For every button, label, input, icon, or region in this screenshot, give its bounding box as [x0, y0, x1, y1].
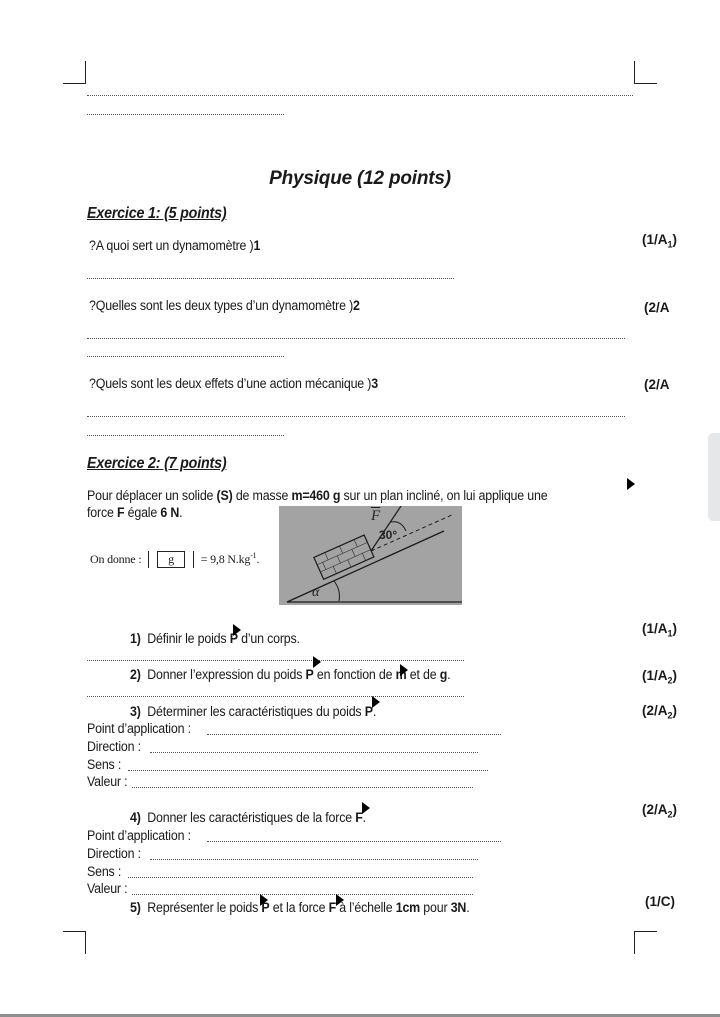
answer-line[interactable] [150, 859, 478, 860]
question-text: ?Quelles sont les deux types d’un dynamomètre ) [89, 298, 354, 313]
section-title: Physique (12 points) [269, 168, 451, 189]
exercise-2-question-2: 2) Donner l’expression du poids P en fonction de m et de g. [130, 667, 451, 682]
vector-arrow-icon [362, 802, 370, 814]
question-2-mark: (2/A [644, 300, 670, 315]
answer-line [87, 660, 464, 661]
question-number: 2 [353, 298, 360, 313]
exercise-2-intro-line-2: force F égale 6 N. [87, 505, 183, 520]
answer-line [87, 338, 625, 339]
exercise-2-question-2-mark: $(1/A_2)$ [642, 668, 678, 686]
vector-arrow-icon [336, 894, 344, 906]
given-gravity: On donne : g = 9,8 $N.kg^{-1}$. [90, 551, 260, 566]
gravity-vector-symbol: g [157, 551, 185, 568]
exercise-2-question-1: 1) Définir le poids P d’un corps. [130, 631, 300, 646]
exercise-1-title: Exercice 1: (5 points) [87, 205, 227, 222]
answer-line [87, 416, 625, 417]
exercise-2-intro-line-1: Pour déplacer un solide (S) de masse m=460 g sur un plan incliné, on lui applique une [87, 488, 548, 503]
question-3 [89, 376, 378, 391]
vector-arrow-icon [372, 696, 380, 708]
exercise-2-question-4-mark: $(2/A_2)$ [642, 802, 678, 820]
characteristic-value: Valeur : [87, 881, 128, 896]
vector-arrow-icon [233, 624, 241, 636]
exercise-2-question-4: 4) Donner les caractéristiques de la force F. [130, 810, 366, 825]
vector-arrow-icon [400, 664, 408, 676]
answer-line[interactable] [132, 787, 473, 788]
inclined-plane-figure [279, 506, 462, 605]
exercise-2-question-5: 5) Représenter le poids P et la force F à l’échelle 1cm pour 3N. [130, 900, 470, 915]
answer-line [87, 356, 284, 357]
vector-arrow-icon [627, 478, 635, 490]
answer-line [87, 435, 284, 436]
alpha-label: α [312, 585, 320, 600]
crop-mark-bottom-right [634, 931, 657, 954]
answer-line [87, 95, 633, 96]
characteristic-point-application: Point d’application : [87, 721, 191, 736]
crop-mark-bottom-left [63, 931, 86, 954]
crop-mark-top-right [634, 61, 657, 84]
exercise-2-question-5-mark: (1/C) [645, 894, 675, 909]
answer-line[interactable] [150, 752, 478, 753]
answer-line[interactable] [207, 841, 501, 842]
answer-line[interactable] [132, 894, 473, 895]
characteristic-direction: Direction : [87, 846, 141, 861]
scrollbar-thumb[interactable] [708, 433, 720, 521]
angle-label: 30° [379, 528, 398, 542]
exercise-2-question-1-mark: $(1/A_1)$ [642, 621, 678, 639]
exercise-2-question-3: 3) Déterminer les caractéristiques du poids P. [130, 704, 377, 719]
vector-arrow-icon [260, 894, 268, 906]
question-text: ?Quels sont les deux effets d’une action mécanique ) [89, 376, 372, 391]
exercise-2-title: Exercice 2: (7 points) [87, 455, 227, 472]
characteristic-sense: Sens : [87, 757, 122, 772]
exercise-2-question-3-mark: $(2/A_2)$ [642, 703, 678, 721]
vector-arrow-icon [313, 656, 321, 668]
question-text: ?A quoi sert un dynamomètre ) [89, 238, 254, 253]
question-2 [89, 298, 360, 313]
answer-line[interactable] [128, 877, 473, 878]
question-1 [89, 238, 260, 253]
answer-line [87, 278, 454, 279]
answer-line [87, 114, 284, 115]
answer-line[interactable] [207, 734, 501, 735]
characteristic-point-application: Point d’application : [87, 828, 191, 843]
force-label: $\overline{F}$ [371, 508, 381, 524]
characteristic-direction: Direction : [87, 739, 141, 754]
characteristic-value: Valeur : [87, 774, 128, 789]
crop-mark-top-left [63, 61, 86, 84]
answer-line [87, 696, 464, 697]
characteristic-sense: Sens : [87, 864, 122, 879]
question-number: 1 [253, 238, 261, 253]
answer-line[interactable] [128, 770, 488, 771]
question-number: 3 [371, 376, 378, 391]
question-3-mark: (2/A [644, 377, 670, 392]
question-1-mark: $(1/A_1)$ [642, 232, 678, 250]
